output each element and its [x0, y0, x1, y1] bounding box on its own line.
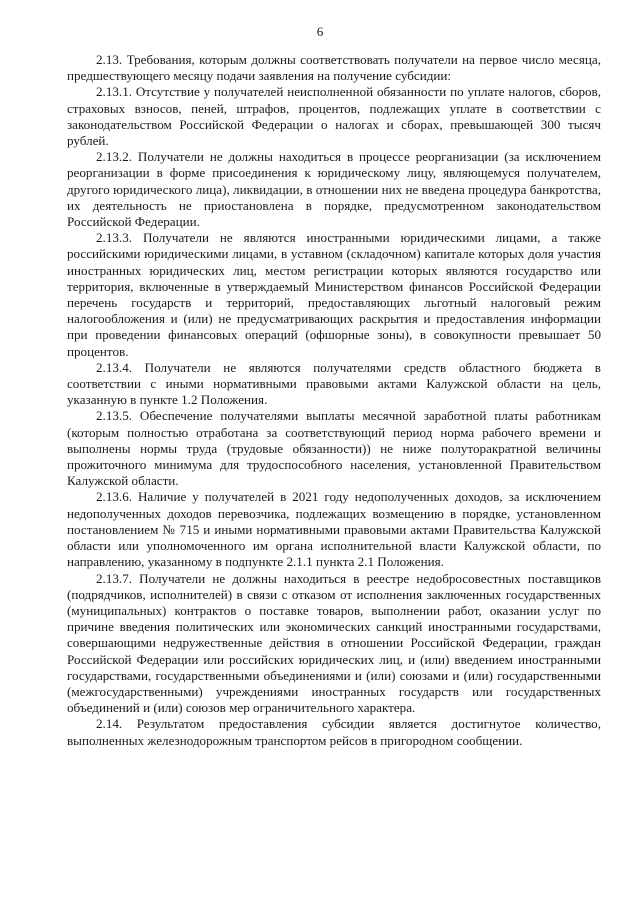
paragraph-2-13-6: 2.13.6. Наличие у получателей в 2021 году недополученных доходов, за исключением недополученных доходов перевозчика, подлежащих возмещению в порядке, установленном постановлением № 715 и иными нормативными правовыми актами Правительства Калужской области или уполномоченного им органа исполнительной власти Калужской области, по направлению, указанному в подпункте 2.1.1 пункта 2.1 Положения. [67, 489, 601, 570]
paragraph-2-13-7: 2.13.7. Получатели не должны находиться в реестре недобросовестных поставщиков (подрядчиков, исполнителей) в связи с отказом от исполнения заключенных государственных (муниципальных) контрактов о поставке товаров, выполнении работ, оказании услуг по причине введения политических или экономических санкций иностранными государствами, совершающими недружественные действия в отношении Российской Федерации, граждан Российской Федерации или российских юридических лиц, и (или) введением иностранными государствами, государственными объединениями и (или) союзами и (или) государственными (межгосударственными) учреждениями иностранных государств или государственных объединений и (или) союзов мер ограничительного характера. [67, 570, 601, 716]
page-number: 6 [316, 24, 324, 39]
paragraph-2-13: 2.13. Требования, которым должны соответствовать получатели на первое число месяца, предшествующего месяцу подачи заявления на получение субсидии: [67, 52, 601, 84]
paragraph-2-13-5: 2.13.5. Обеспечение получателями выплаты месячной заработной платы работникам (которым полностью отработана за соответствующий период норма рабочего времени и выполнены нормы труда (трудовые обязанности)) не ниже полуторакратной величины прожиточного минимума для трудоспособного населения, установленной Правительством Калужской области. [67, 408, 601, 489]
paragraph-2-13-3: 2.13.3. Получатели не являются иностранными юридическими лицами, а также российскими юридическими лицами, в уставном (складочном) капитале которых доля участия иностранных юридических лиц, местом регистрации которых являются государство или территория, включенные в утверждаемый Министерством финансов Российской Федерации перечень государств и территорий, предоставляющих льготный налоговый режим налогообложения и (или) не предусматривающих раскрытия и предоставления информации при проведении финансовых операций (офшорные зоны), в совокупности превышает 50 процентов. [67, 230, 601, 359]
paragraph-2-13-4: 2.13.4. Получатели не являются получателями средств областного бюджета в соответствии с иными нормативными правовыми актами Калужской области на цель, указанную в пункте 1.2 Положения. [67, 359, 601, 408]
paragraph-2-13-1: 2.13.1. Отсутствие у получателей неисполненной обязанности по уплате налогов, сборов, страховых взносов, пеней, штрафов, процентов, подлежащих уплате в соответствии с законодательством Российской Федерации о налогах и сборах, превышающей 300 тысяч рублей. [67, 84, 601, 149]
paragraph-2-13-2: 2.13.2. Получатели не должны находиться в процессе реорганизации (за исключением реорганизации в форме присоединения к юридическому лицу, являющемуся получателем, другого юридического лица), ликвидации, в отношении них не введена процедура банкротства, их деятельность не приостановлена в порядке, предусмотренном законодательством Российской Федерации. [67, 149, 601, 230]
paragraph-2-14: 2.14. Результатом предоставления субсидии является достигнутое количество, выполненных железнодорожным транспортом рейсов в пригородном сообщении. [67, 716, 601, 748]
document-body [67, 52, 601, 749]
